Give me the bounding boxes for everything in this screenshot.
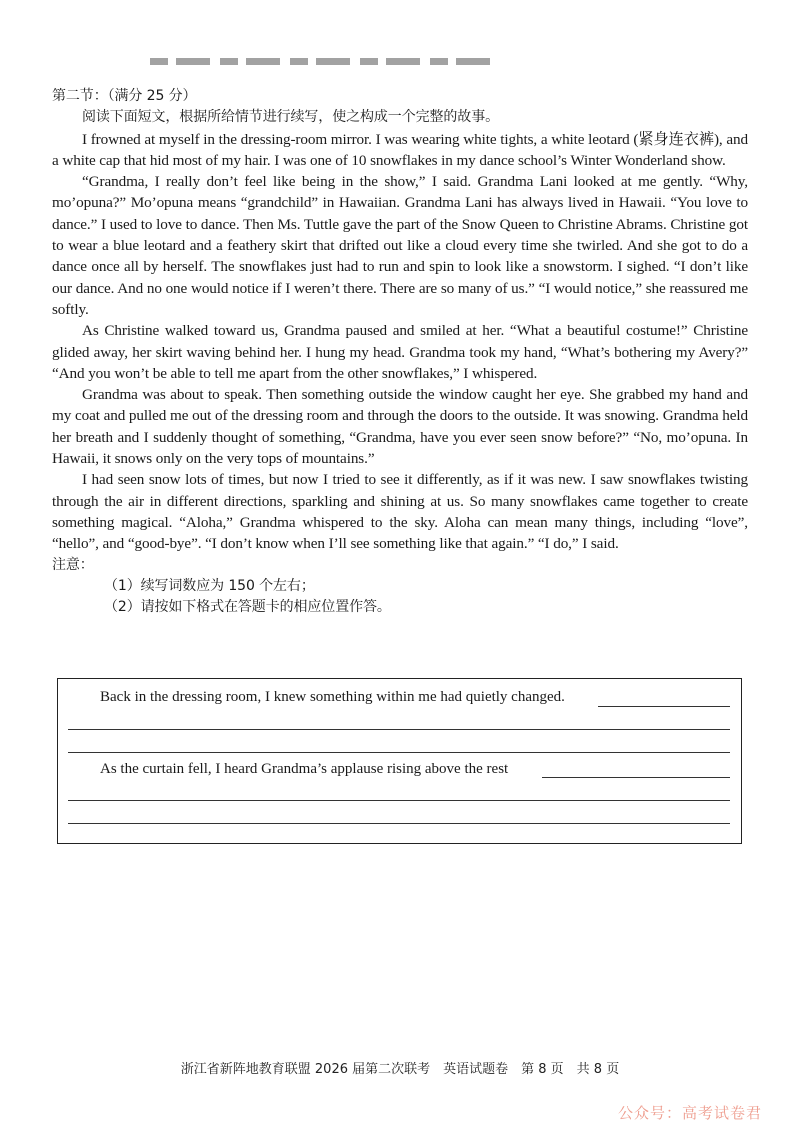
note-item-2: （2）请按如下格式在答题卡的相应位置作答。	[104, 599, 391, 616]
continuation-prompt-2: As the curtain fell, I heard Grandma’s applause rising above the rest	[100, 761, 509, 777]
section-instruction: 阅读下面短文，根据所给情节进行续写，使之构成一个完整的故事。	[82, 109, 499, 126]
cropped-header-text	[150, 58, 495, 65]
writing-line[interactable]	[68, 823, 730, 824]
story-paragraph-4: Grandma was about to speak. Then something outside the window caught her eye. She grabbed my hand and my coat and pulled me out of the dressing room and through the doors to the outside. It was snowing. Grandma held her breath and I suddenly thought of something, “Grandma, have you ever seen snow before?” “No, mo’opuna. In Hawaii, it snows only on the very tops of mountains.”	[52, 386, 748, 468]
note-item-1: （1）续写词数应为 150 个左右；	[104, 577, 315, 594]
story-paragraph-3: As Christine walked toward us, Grandma paused and smiled at her. “What a beautiful costume!” Christine glided away, her skirt waving behind her. I hung my head. Grandma took my hand, “What’s bothering my Avery?” “And you won’t be able to tell me apart from the other snowflakes,” I whispered.	[52, 322, 748, 382]
notes-label: 注意：	[52, 556, 94, 573]
continuation-prompt-1: Back in the dressing room, I knew something within me had quietly changed.	[100, 689, 565, 705]
exam-section	[52, 86, 748, 618]
story-paragraph-2: “Grandma, I really don’t feel like being in the show,” I said. Grandma Lani looked at me gently. “Why, mo’opuna?” Mo’opuna means “grandchild” in Hawaiian. Grandma Lani has always lived in Hawaii. “You love to dance.” I used to love to dance. Then Ms. Tuttle gave the part of the Snow Queen to Christine Abrams. Christine got to wear a blue leotard and a feathery skirt that drifted out like a cloud every time she twirled. And she got to do a dance once all by herself. The snowflakes just had to run and spin to look like a snowstorm. I sighed. “I don’t like our dance. And no one would notice if I weren’t there. There are so many of us.” “I would notice,” she reassured me softly.	[52, 173, 748, 318]
page-footer: 浙江省新阵地教育联盟 2026 届第二次联考 英语试题卷 第 8 页 共 8 页	[180, 1062, 620, 1077]
writing-line[interactable]	[598, 706, 730, 707]
watermark: 公众号：高考试卷君	[618, 1104, 763, 1122]
story-paragraph-1: I frowned at myself in the dressing-room mirror. I was wearing white tights, a white leotard (紧身连衣裤), and a white cap that hid most of my hair. I was one of 10 snowflakes in my dance school’s Winter Wonderland show.	[52, 130, 748, 169]
writing-line[interactable]	[542, 777, 730, 778]
section-heading: 第二节：（满分 25 分）	[52, 88, 197, 104]
story-paragraph-5: I had seen snow lots of times, but now I tried to see it differently, as if it was new. I saw snowflakes twisting through the air in different directions, sparkling and shining at us. So many snowflakes came together to create something magical. “Aloha,” Grandma whispered to the sky. Aloha can mean many things, including “love”, “hello”, and “good-bye”. “I don’t know when I’ll see something like that again.” “I do,” I said.	[52, 471, 748, 553]
writing-line[interactable]	[68, 729, 730, 730]
writing-line[interactable]	[68, 800, 730, 801]
writing-line[interactable]	[68, 752, 730, 753]
answer-box	[57, 678, 742, 844]
